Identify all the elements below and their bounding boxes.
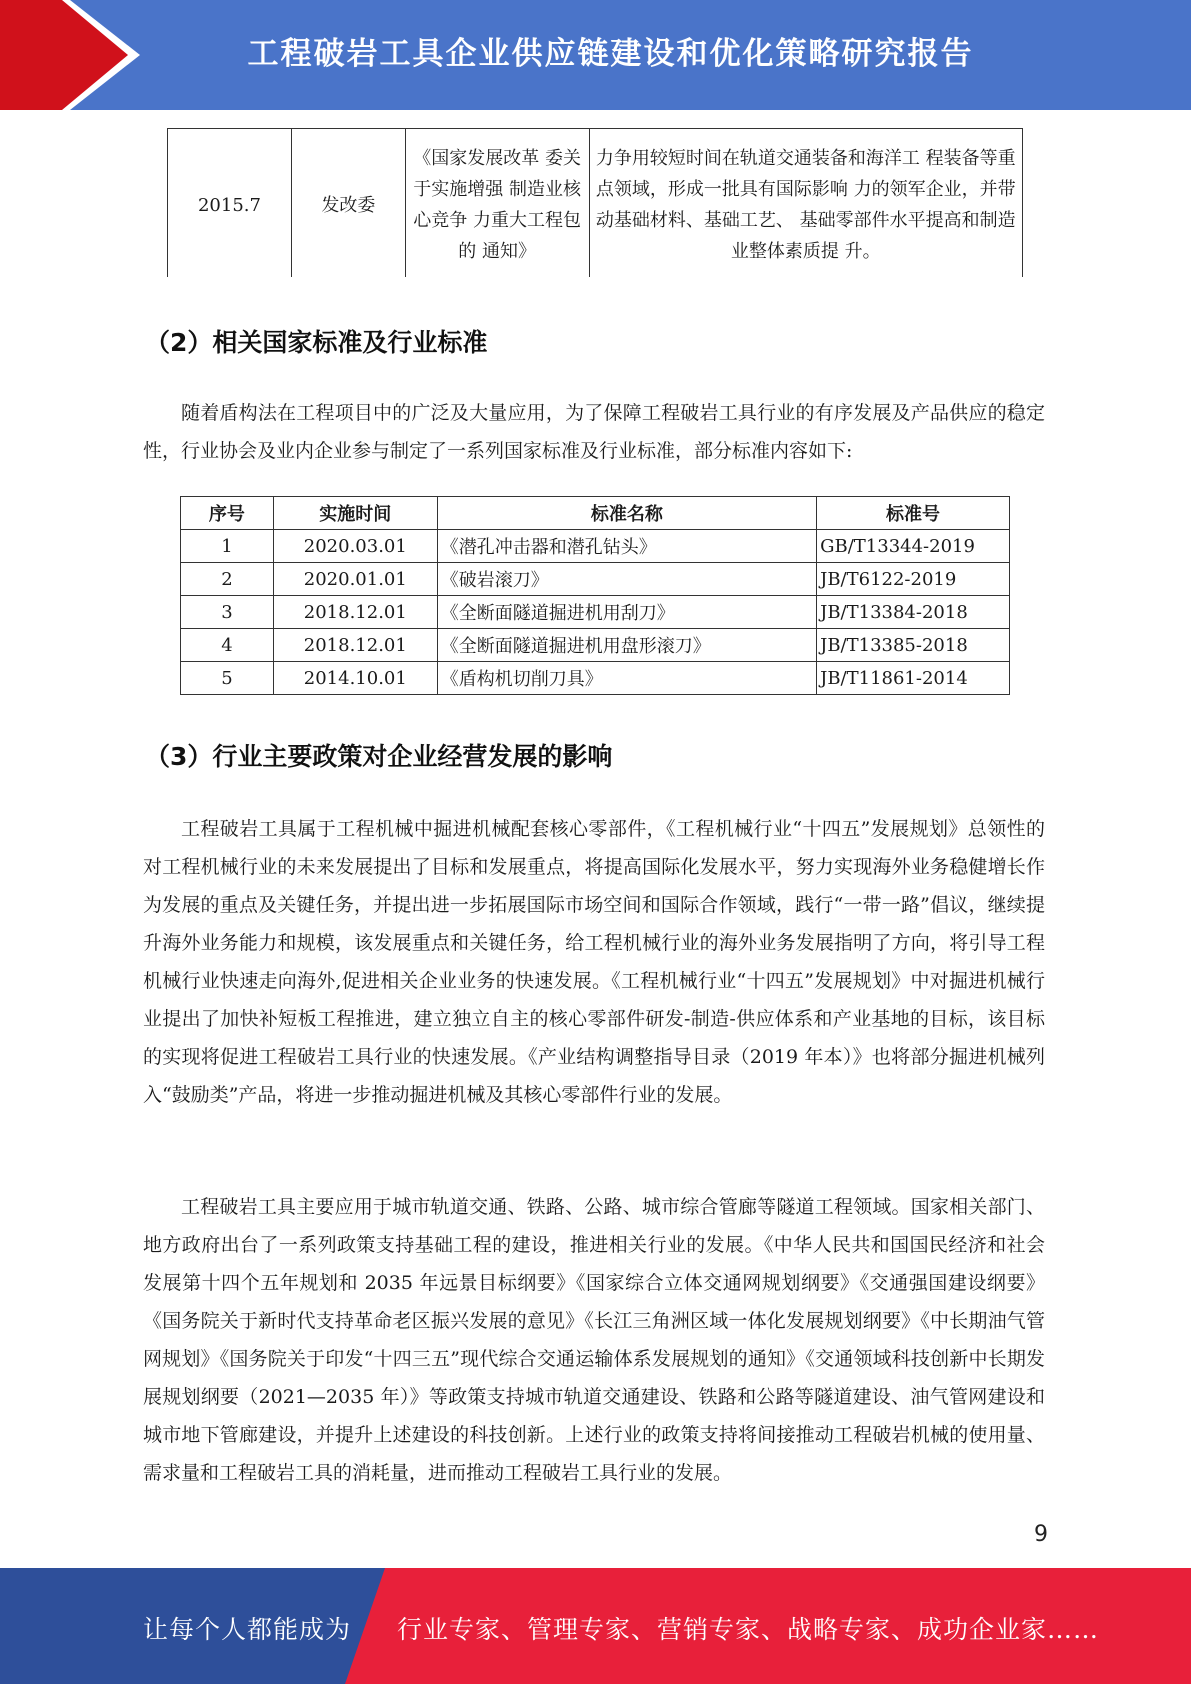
page-number: 9 bbox=[1034, 1522, 1048, 1547]
cell-name: 《潜孔冲击器和潜孔钻头》 bbox=[437, 530, 816, 563]
section-heading-policy-impact: （3）行业主要政策对企业经营发展的影响 bbox=[145, 742, 613, 771]
cell-date: 2020.03.01 bbox=[273, 530, 437, 563]
footer-slogan-left: 让每个人都能成为 bbox=[143, 1615, 352, 1644]
policy-table bbox=[167, 128, 1023, 277]
column-header-code: 标准号 bbox=[817, 497, 1010, 530]
page-footer bbox=[0, 1568, 1191, 1684]
section-heading-standards: （2）相关国家标准及行业标准 bbox=[145, 328, 488, 357]
column-header-no: 序号 bbox=[181, 497, 274, 530]
footer-slogan-right: 行业专家、管理专家、营销专家、战略专家、成功企业家…… bbox=[397, 1615, 1100, 1644]
cell-date: 2020.01.01 bbox=[273, 563, 437, 596]
cell-no: 3 bbox=[181, 596, 274, 629]
policy-content: 力争用较短时间在轨道交通装备和海洋工 程装备等重点领域，形成一批具有国际影响 力的领军企业，并带动基础材料、基础工艺、 基础零部件水平提高和制造业整体素质提 升。 bbox=[589, 129, 1022, 278]
cell-code: GB/T13344-2019 bbox=[817, 530, 1010, 563]
cell-code: JB/T13385-2018 bbox=[817, 629, 1010, 662]
cell-no: 5 bbox=[181, 662, 274, 695]
policy-impact-paragraph-1: 工程破岩工具属于工程机械中掘进机械配套核心零部件，《工程机械行业“十四五”发展规划》总领性的对工程机械行业的未来发展提出了目标和发展重点，将提高国际化发展水平，努力实现海外业务稳健增长作为发展的重点及关键任务，并提出进一步拓展国际市场空间和国际合作领域，践行“一带一路”倡议，继续提升海外业务能力和规模，该发展重点和关键任务，给工程机械行业的海外业务发展指明了方向，将引导工程机械行业快速走向海外,促进相关企业业务的快速发展。《工程机械行业“十四五”发展规划》中对掘进机械行业提出了加快补短板工程推进，建立独立自主的核心零部件研发-制造-供应体系和产业基地的目标，该目标的实现将促进工程破岩工具行业的快速发展。《产业结构调整指导目录（2019 年本）》也将部分掘进机械列入“鼓励类”产品，将进一步推动掘进机械及其核心零部件行业的发展。 bbox=[143, 818, 1045, 1106]
table-row bbox=[181, 662, 1010, 695]
column-header-date: 实施时间 bbox=[273, 497, 437, 530]
table-header-row bbox=[181, 497, 1010, 530]
cell-name: 《破岩滚刀》 bbox=[437, 563, 816, 596]
policy-agency: 发改委 bbox=[291, 129, 405, 278]
cell-name: 《盾构机切削刀具》 bbox=[437, 662, 816, 695]
page-header bbox=[0, 0, 1191, 110]
cell-date: 2014.10.01 bbox=[273, 662, 437, 695]
standards-intro-paragraph: 随着盾构法在工程项目中的广泛及大量应用，为了保障工程破岩工具行业的有序发展及产品供应的稳定性，行业协会及业内企业参与制定了一系列国家标准及行业标准，部分标准内容如下: bbox=[143, 402, 1045, 462]
cell-date: 2018.12.01 bbox=[273, 629, 437, 662]
cell-code: JB/T6122-2019 bbox=[817, 563, 1010, 596]
policy-date: 2015.7 bbox=[168, 129, 292, 278]
table-row bbox=[181, 596, 1010, 629]
cell-code: JB/T11861-2014 bbox=[817, 662, 1010, 695]
cell-no: 4 bbox=[181, 629, 274, 662]
table-row bbox=[168, 129, 1023, 278]
cell-code: JB/T13384-2018 bbox=[817, 596, 1010, 629]
cell-no: 2 bbox=[181, 563, 274, 596]
standards-table bbox=[180, 496, 1010, 695]
cell-name: 《全断面隧道掘进机用盘形滚刀》 bbox=[437, 629, 816, 662]
policy-document: 《国家发展改革 委关于实施增强 制造业核心竞争 力重大工程包的 通知》 bbox=[405, 129, 589, 278]
cell-name: 《全断面隧道掘进机用刮刀》 bbox=[437, 596, 816, 629]
report-title: 工程破岩工具企业供应链建设和优化策略研究报告 bbox=[247, 36, 974, 72]
policy-impact-paragraph-2: 工程破岩工具主要应用于城市轨道交通、铁路、公路、城市综合管廊等隧道工程领域。国家相关部门、地方政府出台了一系列政策支持基础工程的建设，推进相关行业的发展。《中华人民共和国国民经济和社会发展第十四个五年规划和 2035 年远景目标纲要》《国家综合立体交通网规划纲要》《交通强国建设纲要》《国务院关于新时代支持革命老区振兴发展的意见》《长江三角洲区域一体化发展规划纲要》《中长期油气管网规划》《国务院关于印发“十四三五”现代综合交通运输体系发展规划的通知》《交通领域科技创新中长期发展规划纲要（2021—2035 年）》等政策支持城市轨道交通建设、铁路和公路等隧道建设、油气管网建设和城市地下管廊建设，并提升上述建设的科技创新。上述行业的政策支持将间接推动工程破岩机械的使用量、需求量和工程破岩工具的消耗量，进而推动工程破岩工具行业的发展。 bbox=[143, 1196, 1045, 1484]
table-row bbox=[181, 563, 1010, 596]
table-row bbox=[181, 629, 1010, 662]
cell-no: 1 bbox=[181, 530, 274, 563]
cell-date: 2018.12.01 bbox=[273, 596, 437, 629]
column-header-name: 标准名称 bbox=[437, 497, 816, 530]
table-row bbox=[181, 530, 1010, 563]
